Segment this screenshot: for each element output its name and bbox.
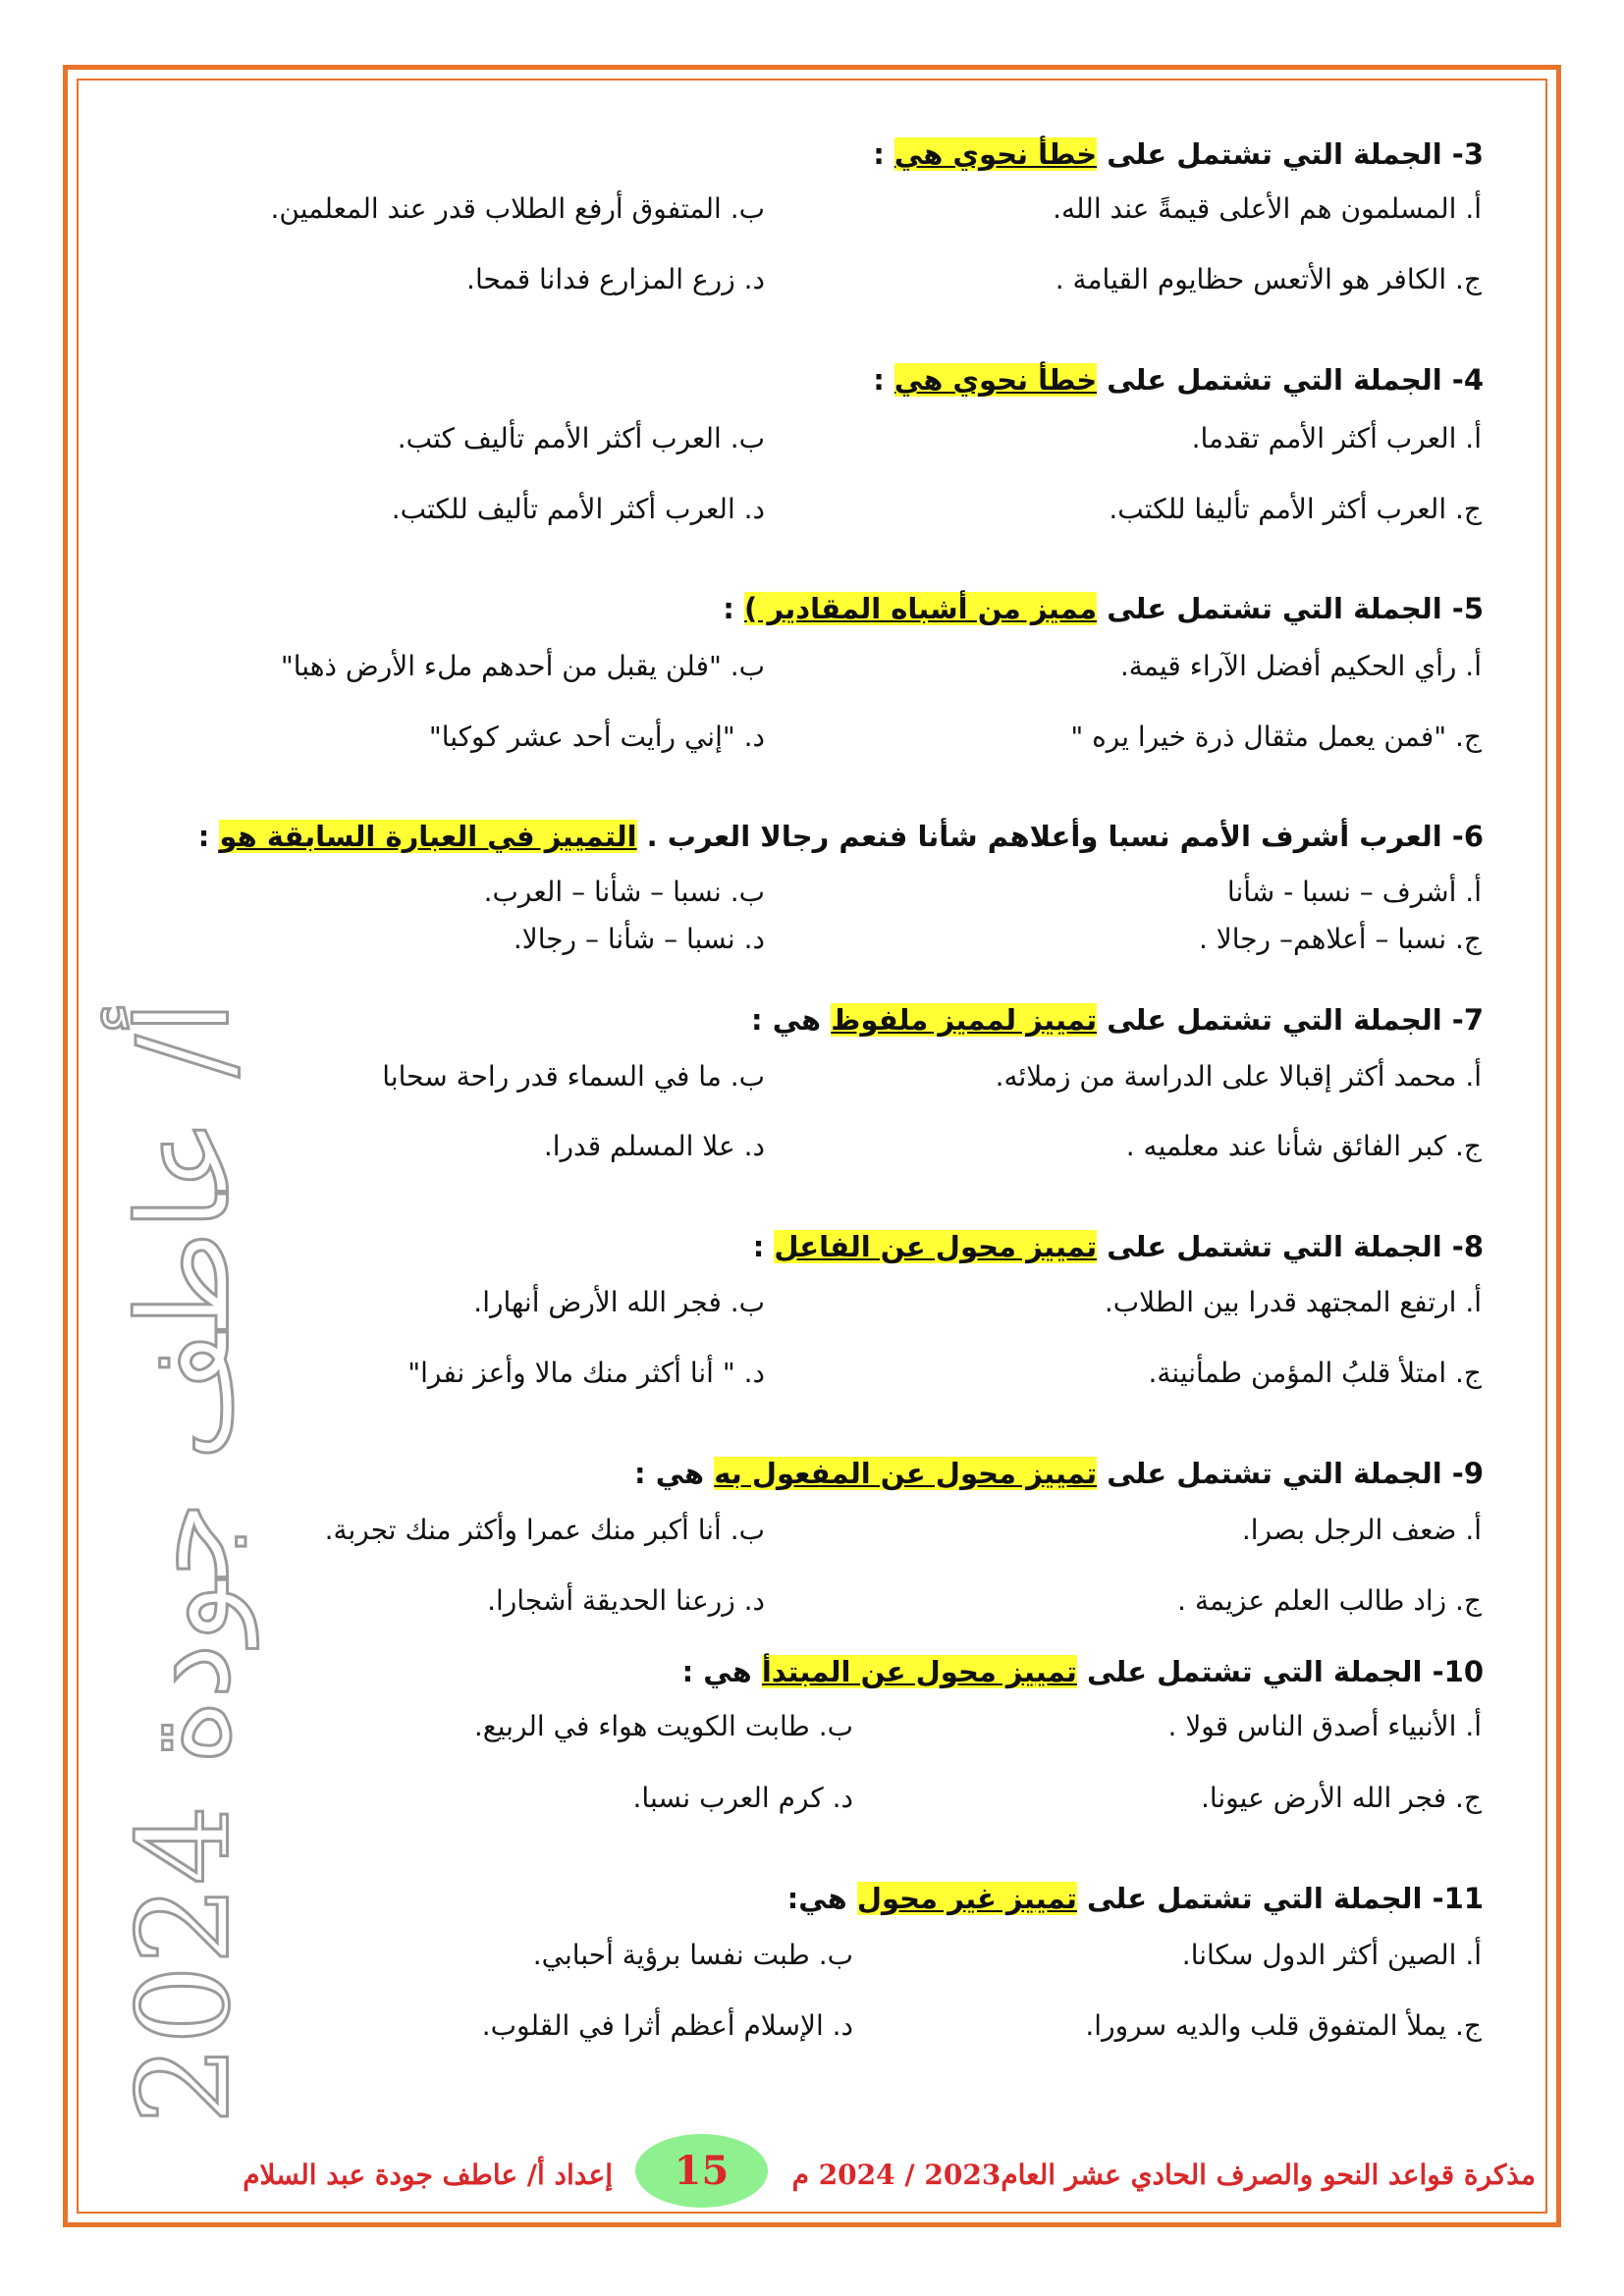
- option-c: ج. يملأ المتفوق قلب والديه سرورا.: [1085, 2009, 1482, 2042]
- question-stem: 3- الجملة التي تشتمل على: [1097, 137, 1484, 171]
- option-c: ج. الكافر هو الأتعس حظايوم القيامة .: [1055, 263, 1482, 295]
- option-c: ج. كبر الفائق شأنا عند معلميه .: [1125, 1130, 1482, 1162]
- question-11: [787, 1882, 1484, 1915]
- option-a: أ. رأي الحكيم أفضل الآراء قيمة.: [1119, 650, 1482, 682]
- footer-title: مذكرة قواعد النحو والصرف الحادي عشر العام2023 / 2024 م: [791, 2159, 1536, 2191]
- question-highlight: تمييز غير محول: [856, 1882, 1077, 1915]
- question-stem: 5- الجملة التي تشتمل على: [1097, 592, 1484, 625]
- option-d: د. الإسلام أعظم أثرا في القلوب.: [481, 2009, 853, 2042]
- question-4: [873, 363, 1484, 397]
- option-a: أ. الأنبياء أصدق الناس قولا .: [1167, 1710, 1482, 1742]
- option-d: د. علا المسلم قدرا.: [543, 1130, 765, 1162]
- option-b: ب. أنا أكبر منك عمرا وأكثر منك تجربة.: [324, 1514, 765, 1546]
- question-tail: هي:: [786, 1882, 857, 1915]
- question-tail: هي :: [681, 1655, 762, 1688]
- option-c: ج. العرب أكثر الأمم تأليفا للكتب.: [1109, 493, 1482, 525]
- question-tail: هي :: [751, 1003, 832, 1037]
- question-highlight: تمييز محول عن المبتدأ: [761, 1655, 1077, 1688]
- question-highlight: تمييز محول عن الفاعل: [774, 1230, 1098, 1263]
- watermark: [111, 999, 258, 2125]
- question-tail: :: [723, 592, 744, 625]
- option-b: ب. طابت الكويت هواء في الربيع.: [473, 1710, 853, 1742]
- page-number: 15: [635, 2134, 768, 2208]
- option-d: د. كرم العرب نسبا.: [632, 1782, 853, 1814]
- question-9: [634, 1457, 1484, 1490]
- option-b: ب. المتفوق أرفع الطلاب قدر عند المعلمين.: [270, 192, 765, 225]
- question-stem: 10- الجملة التي تشتمل على: [1076, 1655, 1484, 1688]
- option-a: أ. محمد أكثر إقبالا على الدراسة من زملائه.: [995, 1060, 1482, 1093]
- question-10: [682, 1655, 1484, 1688]
- question-highlight: خطأ نحوي هي: [893, 137, 1098, 171]
- option-c: ج. نسبا – أعلاهم– رجالا .: [1198, 923, 1482, 955]
- option-d: د. العرب أكثر الأمم تأليف للكتب.: [391, 493, 765, 525]
- option-b: ب. طبت نفسا برؤية أحبابي.: [532, 1939, 853, 1971]
- question-stem: 8- الجملة التي تشتمل على: [1097, 1230, 1484, 1263]
- option-a: أ. ضعف الرجل بصرا.: [1241, 1514, 1482, 1546]
- option-c: ج. امتلأ قلبُ المؤمن طمأنينة.: [1148, 1357, 1482, 1389]
- question-8: [753, 1230, 1484, 1263]
- option-a: أ. الصين أكثر الدول سكانا.: [1181, 1939, 1482, 1971]
- option-a: أ. المسلمون هم الأعلى قيمةً عند الله.: [1053, 192, 1482, 225]
- option-b: ب. فجر الله الأرض أنهارا.: [473, 1286, 765, 1318]
- question-tail: هي :: [634, 1457, 715, 1490]
- question-highlight: تمييز محول عن المفعول به: [714, 1457, 1098, 1490]
- question-highlight: التمييز في العبارة السابقة هو: [219, 820, 637, 853]
- question-3: [873, 137, 1484, 171]
- option-d: د. "إني رأيت أحد عشر كوكبا": [428, 721, 765, 753]
- question-tail: :: [873, 137, 894, 171]
- option-d: د. " أنا أكثر منك مالا وأعز نفرا": [407, 1357, 765, 1389]
- question-tail: :: [752, 1230, 775, 1263]
- question-highlight: مميز من أشباه المقادير ): [744, 592, 1098, 625]
- question-highlight: تمييز لمميز ملفوظ: [831, 1003, 1098, 1037]
- question-5: [723, 592, 1484, 625]
- question-stem: 7- الجملة التي تشتمل على: [1097, 1003, 1484, 1037]
- option-b: ب. "فلن يقبل من أحدهم ملء الأرض ذهبا": [280, 650, 765, 682]
- option-c: ج. "فمن يعمل مثقال ذرة خيرا يره ": [1070, 721, 1482, 753]
- question-stem: 4- الجملة التي تشتمل على: [1097, 363, 1484, 397]
- question-stem: 9- الجملة التي تشتمل على: [1097, 1457, 1484, 1490]
- option-a: أ. أشرف – نسبا - شأنا: [1226, 876, 1482, 908]
- option-b: ب. نسبا – شأنا – العرب.: [483, 876, 765, 908]
- option-d: د. زرع المزارع فدانا قمحا.: [466, 263, 765, 295]
- option-b: ب. العرب أكثر الأمم تأليف كتب.: [397, 422, 765, 454]
- question-7: [751, 1003, 1484, 1037]
- question-tail: :: [197, 820, 220, 853]
- option-c: ج. فجر الله الأرض عيونا.: [1200, 1782, 1482, 1814]
- question-tail: :: [873, 363, 894, 397]
- watermark-text: 2024 أ/ عاطف جودة: [111, 999, 258, 2125]
- option-a: أ. ارتفع المجتهد قدرا بين الطلاب.: [1104, 1286, 1482, 1318]
- option-d: د. زرعنا الحديقة أشجارا.: [487, 1584, 765, 1617]
- option-d: د. نسبا – شأنا – رجالا.: [513, 923, 765, 955]
- question-stem: 6- العرب أشرف الأمم نسبا وأعلاهم شأنا فنعم رجالا العرب .: [636, 820, 1484, 853]
- question-stem: 11- الجملة التي تشتمل على: [1076, 1882, 1484, 1915]
- question-6: [198, 820, 1484, 853]
- option-c: ج. زاد طالب العلم عزيمة .: [1177, 1584, 1482, 1617]
- question-highlight: خطأ نحوي هي: [893, 363, 1098, 397]
- option-b: ب. ما في السماء قدر راحة سحابا: [382, 1060, 765, 1093]
- footer-author: إعداد أ/ عاطف جودة عبد السلام: [243, 2159, 613, 2191]
- option-a: أ. العرب أكثر الأمم تقدما.: [1191, 422, 1482, 454]
